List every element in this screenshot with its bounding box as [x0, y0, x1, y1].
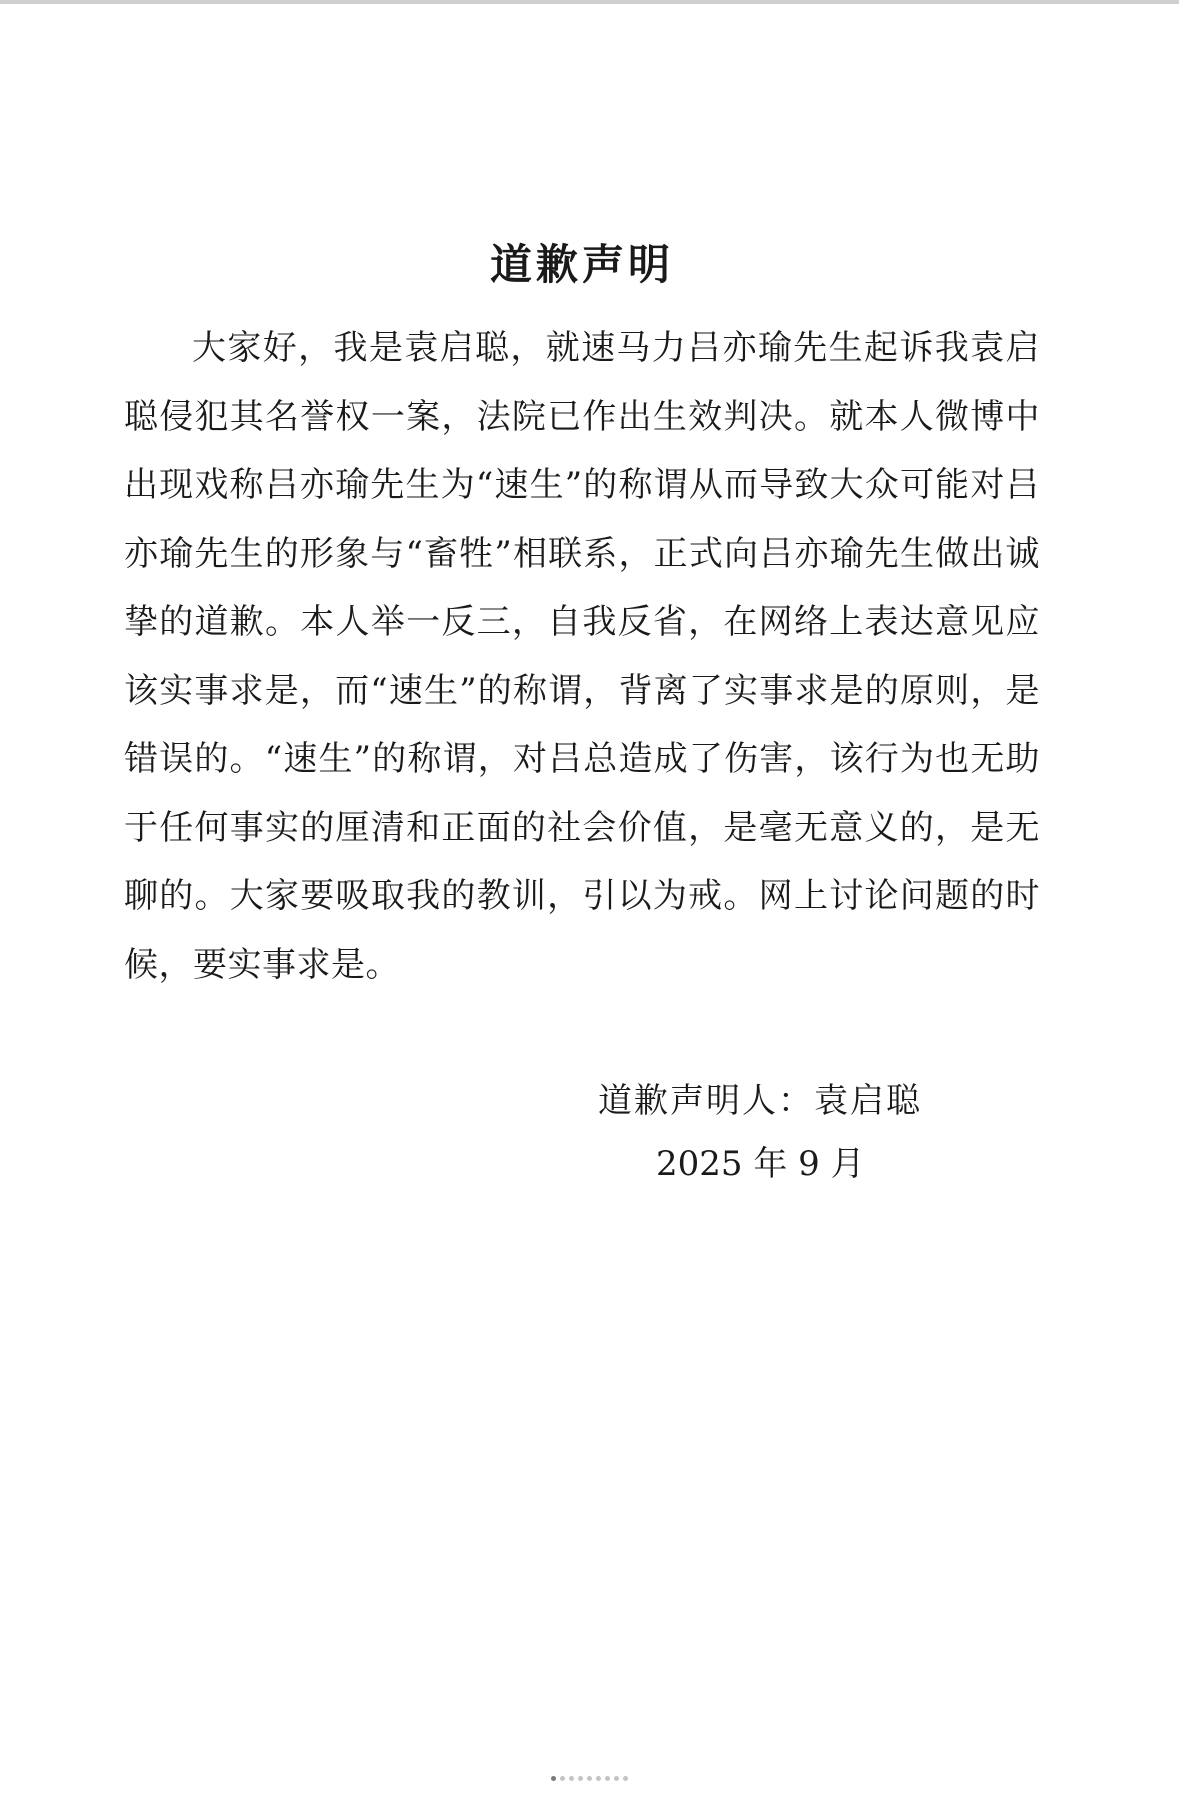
image-pager[interactable]: [0, 1776, 1179, 1786]
pager-dot[interactable]: [623, 1776, 628, 1781]
statement-body: 大家好，我是袁启聪，就速马力吕亦瑜先生起诉我袁启聪侵犯其名誉权一案，法院已作出生效判决。就本人微博中出现戏称吕亦瑜先生为“速生”的称谓从而导致大众可能对吕亦瑜先生的形象与“畜牲”相联系，正式向吕亦瑜先生做出诚挚的道歉。本人举一反三，自我反省，在网络上表达意见应该实事求是，而“速生”的称谓，背离了实事求是的原则，是错误的。“速生”的称谓，对吕总造成了伤害，该行为也无助于任何事实的厘清和正面的社会价值，是毫无意义的，是无聊的。大家要吸取我的教训，引以为戒。网上讨论问题的时候，要实事求是。: [124, 328, 1040, 985]
top-border: [0, 0, 1179, 4]
pager-dot[interactable]: [605, 1776, 610, 1781]
pager-dot[interactable]: [614, 1776, 619, 1781]
pager-dot[interactable]: [587, 1776, 592, 1781]
pager-dot[interactable]: [569, 1776, 574, 1781]
pager-dot[interactable]: [596, 1776, 601, 1781]
statement-date: 2025 年 9 月: [656, 1144, 865, 1184]
pager-dot[interactable]: [578, 1776, 583, 1781]
document-title: 道歉声明: [489, 240, 674, 289]
pager-dot[interactable]: [551, 1776, 556, 1781]
pager-dot[interactable]: [560, 1776, 565, 1781]
signature-line: 道歉声明人：袁启聪: [598, 1081, 922, 1121]
